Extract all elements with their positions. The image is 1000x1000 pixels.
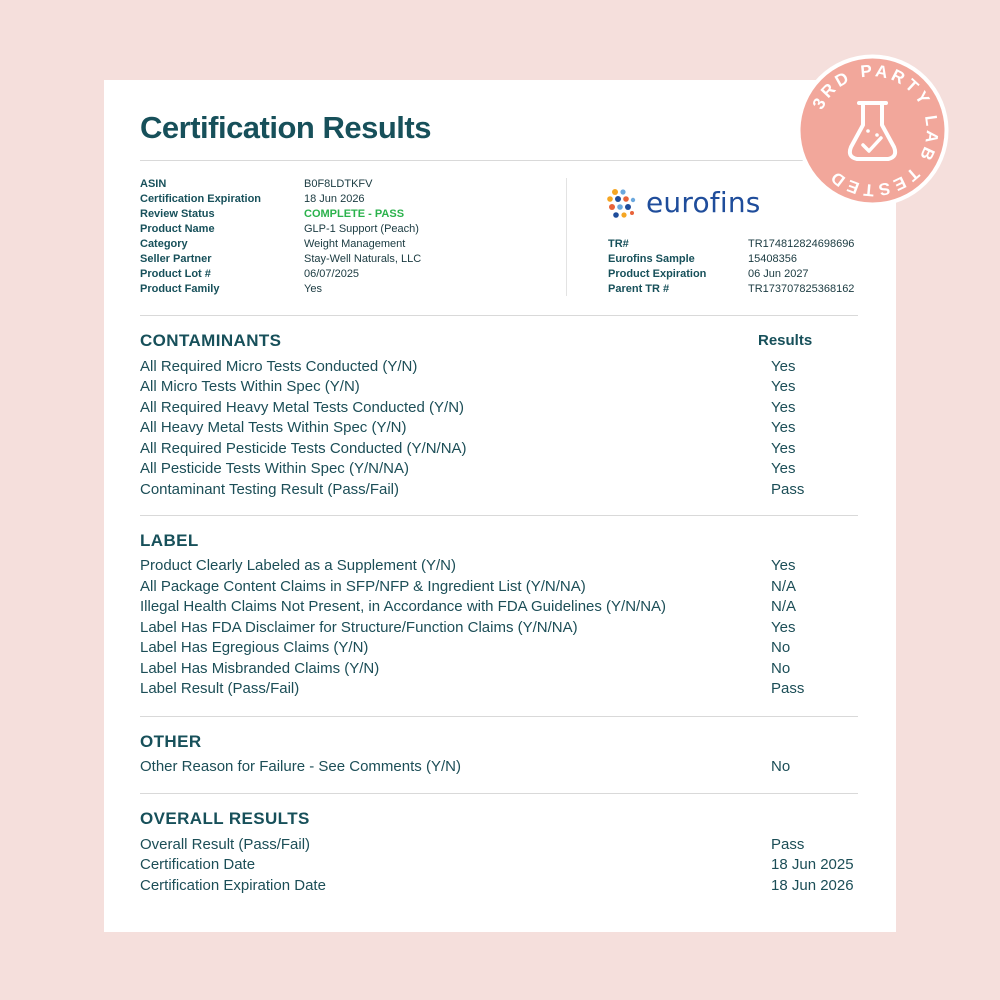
eurofins-wordmark: eurofins [646,186,761,219]
row-label: Label Result (Pass/Fail) [140,680,300,697]
row-value: Yes [771,378,796,395]
meta-key: Product Name [140,223,215,235]
row-value: Yes [771,358,796,375]
row-value: N/A [771,598,797,615]
row-value: 18 Jun 2026 [771,877,854,894]
meta-row-review-status [140,208,560,223]
table-row [140,378,860,398]
row-value: No [771,758,791,775]
meta-value: Weight Management [304,238,406,250]
lab-key: Parent TR # [608,283,670,295]
lab-value: 15408356 [748,253,797,265]
table-row [140,639,860,659]
lab-key: Eurofins Sample [608,253,695,265]
meta-key: Certification Expiration [140,193,262,205]
row-value: Pass [771,836,805,853]
lab-tested-badge [795,53,950,208]
row-label: Label Has Egregious Claims (Y/N) [140,639,369,656]
table-row [140,758,860,778]
divider [140,716,858,717]
results-column-header: Results [758,332,813,349]
eurofins-logo-icon [606,188,640,222]
vertical-divider [566,178,567,296]
section-title-overall-results: OVERALL RESULTS [140,809,310,828]
eurofins-logo [606,188,786,222]
divider [140,315,858,316]
meta-row-product-name [140,223,560,238]
table-row [140,358,860,378]
row-label: Overall Result (Pass/Fail) [140,836,311,853]
divider [140,160,858,161]
meta-row-certification-expiration [140,193,560,208]
table-row [140,598,860,618]
row-label: Illegal Health Claims Not Present, in Accordance with FDA Guidelines (Y/N/NA) [140,598,667,615]
lab-row-parent-tr [608,283,868,298]
lab-row-tr [608,238,868,253]
row-label: All Required Pesticide Tests Conducted (Y/N/NA) [140,440,467,457]
table-row [140,399,860,419]
lab-row-product-expiration [608,268,868,283]
row-value: Yes [771,460,796,477]
row-label: All Micro Tests Within Spec (Y/N) [140,378,360,395]
row-value: Yes [771,619,796,636]
table-row [140,619,860,639]
lab-key: Product Expiration [608,268,707,280]
meta-row-asin [140,178,560,193]
lab-value: TR173707825368162 [748,283,855,295]
row-value: Yes [771,557,796,574]
row-label: All Required Heavy Metal Tests Conducted (Y/N) [140,399,465,416]
lab-value: 06 Jun 2027 [748,268,809,280]
row-label: Certification Expiration Date [140,877,326,894]
meta-key: Review Status [140,208,215,220]
meta-row-product-family [140,283,560,298]
meta-row-seller-partner [140,253,560,268]
row-label: All Package Content Claims in SFP/NFP & Ingredient List (Y/N/NA) [140,578,586,595]
row-value: Pass [771,680,805,697]
meta-value: GLP-1 Support (Peach) [304,223,419,235]
row-value: No [771,660,791,677]
row-value: 18 Jun 2025 [771,856,854,873]
lab-value: TR174812824698696 [748,238,855,250]
row-value: N/A [771,578,797,595]
row-value: No [771,639,791,656]
table-row [140,440,860,460]
meta-value: Yes [304,283,322,295]
row-label: Contaminant Testing Result (Pass/Fail) [140,481,399,498]
meta-row-product-lot [140,268,560,283]
table-row [140,419,860,439]
row-label: Label Has Misbranded Claims (Y/N) [140,660,380,677]
meta-key: ASIN [140,178,167,190]
meta-value: 06/07/2025 [304,268,360,280]
row-label: All Pesticide Tests Within Spec (Y/N/NA) [140,460,409,477]
row-label: Label Has FDA Disclaimer for Structure/Function Claims (Y/N/NA) [140,619,578,636]
row-value: Yes [771,399,796,416]
meta-key: Category [140,238,188,250]
table-row [140,836,860,856]
table-row [140,680,860,700]
meta-row-category [140,238,560,253]
row-label: Certification Date [140,856,256,873]
section-title-contaminants: CONTAMINANTS [140,331,282,350]
meta-key: Seller Partner [140,253,212,265]
meta-key: Product Family [140,283,220,295]
row-label: Other Reason for Failure - See Comments (Y/N) [140,758,461,775]
table-row [140,856,860,876]
status-badge: COMPLETE - PASS [304,208,405,220]
row-value: Pass [771,481,805,498]
row-value: Yes [771,419,796,436]
table-row [140,660,860,680]
table-row [140,557,860,577]
row-label: All Heavy Metal Tests Within Spec (Y/N) [140,419,407,436]
meta-value: B0F8LDTKFV [304,178,373,190]
meta-value: Stay-Well Naturals, LLC [304,253,422,265]
row-label: Product Clearly Labeled as a Supplement (Y/N) [140,557,456,574]
table-row [140,578,860,598]
lab-key: TR# [608,238,629,250]
meta-key: Product Lot # [140,268,211,280]
certificate-card [104,80,896,932]
meta-value: 18 Jun 2026 [304,193,365,205]
table-row [140,481,860,501]
divider [140,793,858,794]
section-title-other: OTHER [140,732,202,751]
badge-text: 3RD PARTY LAB TESTED [808,61,942,200]
divider [140,515,858,516]
table-row [140,460,860,480]
row-value: Yes [771,440,796,457]
table-row [140,877,860,897]
lab-row-eurofins-sample [608,253,868,268]
section-title-label: LABEL [140,531,199,550]
page-title: Certification Results [140,110,431,145]
row-label: All Required Micro Tests Conducted (Y/N) [140,358,418,375]
